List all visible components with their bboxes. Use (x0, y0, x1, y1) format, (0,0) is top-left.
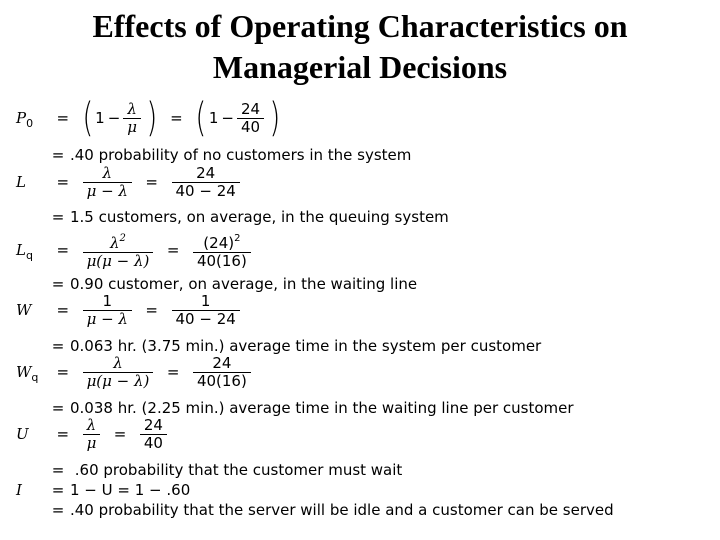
i-result-line: = .40 probability that the server will be idle and a customer can be served (51, 501, 614, 519)
l-result-line: = 1.5 customers, on average, in the queuing system (51, 208, 449, 226)
p0-left-group: ( 1 − $\frac{\lambda}{\mu}$ ) (81, 95, 158, 141)
formula-lq: $L_q$ = $\frac{\lambda^2}{\mu(\mu - \lambda)}$ = $\frac{(24)^2}{40(16)}$ (16, 230, 254, 270)
formula-wq: $W_q$ = $\frac{\lambda}{\mu(\mu - \lambda)}$ = $\frac{24}{40(16)}$ (16, 355, 254, 390)
i-symbol: I (16, 481, 22, 499)
p0-symbol: $P_0$ (16, 108, 34, 130)
formula-w: W = $\frac{1}{\mu - \lambda}$ = $\frac{1}{40 - 24}$ (16, 293, 243, 328)
p0-right-group: ( 1 − $\frac{24}{40}$ ) (195, 95, 281, 141)
wq-symbol: $W_q$ (16, 363, 39, 384)
u-result-line: = .60 probability that the customer must wait (51, 461, 403, 479)
title-line-1: Effects of Operating Characteristics on (92, 8, 628, 44)
slide-title (0, 6, 720, 88)
equals-sign: = (56, 108, 70, 127)
formula-p0: $P_0$ = ( 1 − $\frac{\lambda}{\mu}$ ) = ( 1 − $\frac{24}{40}$ ) (16, 98, 283, 138)
title-line-2: Managerial Decisions (212, 49, 508, 85)
w-symbol: W (16, 301, 32, 319)
lq-result: 0.90 customer, on average, in the waiting line (70, 275, 418, 293)
p0-result-line: = .40 probability of no customers in the system (51, 146, 412, 164)
formula-i: I = 1 − U = 1 − .60 (16, 481, 191, 499)
u-symbol: U (16, 425, 29, 443)
wq-result: 0.038 hr. (2.25 min.) average time in the waiting line per customer (70, 399, 574, 417)
lq-symbol: $L_q$ (16, 240, 33, 262)
l-result: 1.5 customers, on average, in the queuing system (70, 208, 449, 226)
w-result: 0.063 hr. (3.75 min.) average time in the system per customer (70, 337, 542, 355)
u-result: .60 probability that the customer must wait (70, 461, 403, 479)
formula-l: L = $\frac{\lambda}{\mu - \lambda}$ = $\frac{24}{40 - 24}$ (16, 165, 243, 200)
l-symbol: L (16, 173, 26, 191)
wq-result-line: = 0.038 hr. (2.25 min.) average time in the waiting line per customer (51, 399, 574, 417)
p0-result: .40 probability of no customers in the system (70, 146, 412, 164)
formula-u: U = $\frac{\lambda}{\mu}$ = $\frac{24}{40}$ (16, 417, 170, 452)
i-expression: 1 − U = 1 − .60 (70, 481, 191, 499)
w-result-line: = 0.063 hr. (3.75 min.) average time in the system per customer (51, 337, 542, 355)
lq-result-line: = 0.90 customer, on average, in the waiting line (51, 275, 418, 293)
i-result: .40 probability that the server will be idle and a customer can be served (70, 501, 614, 519)
